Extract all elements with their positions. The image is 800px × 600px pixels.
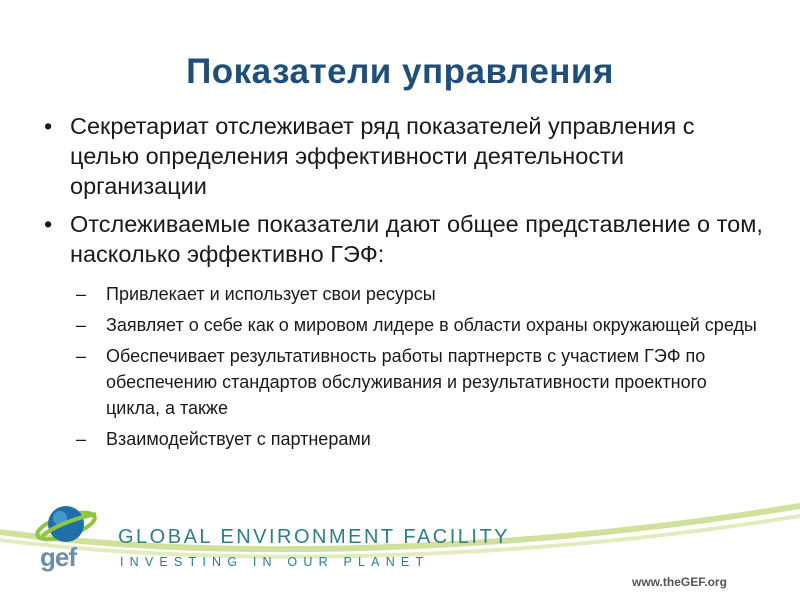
bullet-text: Отслеживаемые показатели дают общее представление о том, насколько эффективно ГЭФ: <box>70 211 763 267</box>
bullet-marker: • <box>44 113 53 139</box>
sub-bullet-text: Взаимодействует с партнерами <box>106 429 371 449</box>
bullet-item <box>44 111 764 201</box>
sub-bullet-marker: – <box>76 429 87 449</box>
bullet-list <box>44 111 764 460</box>
org-tagline: INVESTING IN OUR PLANET <box>120 555 430 569</box>
sub-bullet-marker: – <box>76 315 87 335</box>
sub-bullet-text: Заявляет о себе как о мировом лидере в области охраны окружающей среды <box>106 315 757 335</box>
sub-bullet-item <box>70 312 764 338</box>
sub-bullet-list <box>70 281 764 452</box>
sub-bullet-marker: – <box>76 284 87 304</box>
sub-bullet-text: Обеспечивает результативность работы партнерств с участием ГЭФ по обеспечению стандартов обслуживания и результативности проектного цикла, а также <box>106 346 707 418</box>
bullet-item <box>44 209 764 452</box>
slide-title: Показатели управления <box>186 52 614 91</box>
sub-bullet-marker: – <box>76 346 87 366</box>
sub-bullet-text: Привлекает и использует свои ресурсы <box>106 284 436 304</box>
gef-logo-text: gef <box>40 542 76 572</box>
sub-bullet-item <box>70 281 764 307</box>
sub-bullet-item <box>70 343 764 421</box>
bullet-marker: • <box>44 211 53 237</box>
org-name: GLOBAL ENVIRONMENT FACILITY <box>118 526 511 548</box>
website-link[interactable]: www.theGEF.org <box>632 575 727 589</box>
bullet-text: Секретариат отслеживает ряд показателей управления с целью определения эффективности деятельности организации <box>70 113 695 199</box>
sub-bullet-item <box>70 426 764 452</box>
